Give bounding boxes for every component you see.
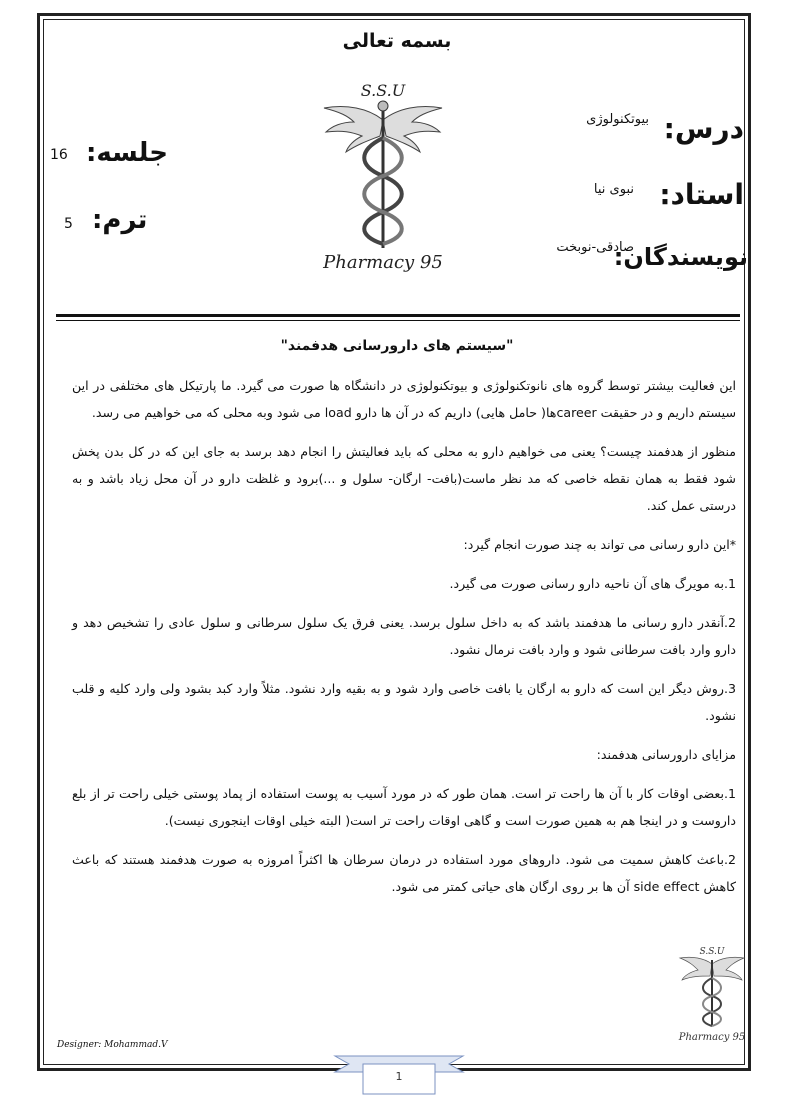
caduceus-logo	[318, 78, 448, 278]
writers-value: صادقی-نوبخت	[556, 240, 634, 255]
small-logo-bottom-text: Pharmacy 95	[678, 1032, 746, 1043]
header-divider-thick	[56, 314, 740, 317]
basmala-heading: بسمه تعالی	[342, 30, 452, 52]
term-value: 5	[64, 216, 73, 232]
paragraph-advantage-2: 2.باعث کاهش سمیت می شود. داروهای مورد استفاده در درمان سرطان ها اکثراً امروزه به صورت هدفمند هستند که باعث کاهش side effect آن ها بر روی ارگان های حیاتی کمتر می شود.	[72, 852, 736, 894]
page-number: 1	[395, 1070, 403, 1083]
teacher-label: استاد:	[659, 178, 744, 211]
paragraph-definition: منظور از هدفمند چیست؟ یعنی می خواهیم دارو به محلی که باید فعالیتش را انجام دهد برسد به جای این که در کل بدن پخش شود فقط به همان نقطه خاصی که مد نظر ماست(بافت- ارگان- سلول و ...)برود و غلظت دارو در آن محل زیاد باشد و به درستی عمل کند.	[72, 444, 736, 513]
small-logo-top-text: S.S.U	[699, 947, 725, 957]
logo-top-text: S.S.U	[360, 81, 406, 100]
teacher-value: نبوی نیا	[593, 182, 634, 197]
paragraph-methods-heading: *این دارو رسانی می تواند به چند صورت انجام گیرد:	[463, 537, 736, 552]
paragraph-method-3: 3.روش دیگر این است که دارو به ارگان یا بافت خاصی وارد شود و به بقیه وارد نشود. مثلاً وارد کبد بشود ولی وارد کلیه و قلب نشود.	[72, 681, 736, 723]
session-label: جلسه:	[86, 138, 168, 168]
logo-bottom-text: Pharmacy 95	[323, 252, 443, 273]
footer-caduceus-logo	[676, 944, 748, 1044]
document-body	[72, 372, 736, 912]
document-title: "سیستم های دارورسانی هدفمند"	[280, 338, 514, 354]
paragraph-advantage-1: 1.بعضی اوقات کار با آن ها راحت تر است. همان طور که در مورد آسیب به پوست استفاده از پماد پوستی خیلی راحت تر از بلع داروست و در اینجا هم به همین صورت است و گاهی اوقات راحت تر است( البته خیلی اوقات اینجوری نیست).	[72, 786, 736, 828]
term-label: ترم:	[92, 205, 148, 235]
header-divider-thin	[56, 320, 740, 321]
caduceus-icon	[318, 78, 448, 278]
paragraph-method-2: 2.آنقدر دارو رسانی ما هدفمند باشد که به داخل سلول برسد. یعنی فرق یک سلول سرطانی و سلول عادی را تشخیص دهد و دارو وارد بافت سرطانی شود و وارد بافت نرمال نشود.	[72, 615, 736, 657]
writers-label: نویسندگان:	[613, 243, 748, 271]
page-number-ribbon	[333, 1050, 465, 1096]
paragraph-intro: این فعالیت بیشتر توسط گروه های نانوتکنولوژی و بیوتکنولوژی در دانشگاه ها صورت می گیرد. ما پارتیکل های مختلفی در این سیستم داریم و در حقیقت careerها( حامل هایی) داریم که در آن ها دارو load می شود وبه محلی که می خواهیم می رسد.	[72, 378, 736, 420]
course-value: بیوتکنولوژی	[586, 112, 649, 127]
course-label: درس:	[663, 112, 744, 145]
session-value: 16	[50, 147, 68, 163]
paragraph-method-1: 1.به مویرگ های آن ناحیه دارو رسانی صورت می گیرد.	[449, 576, 736, 591]
paragraph-advantages-heading: مزایای دارورسانی هدفمند:	[596, 747, 736, 762]
caduceus-icon	[676, 944, 748, 1044]
designer-credit: Designer: Mohammad.V	[57, 1040, 168, 1050]
